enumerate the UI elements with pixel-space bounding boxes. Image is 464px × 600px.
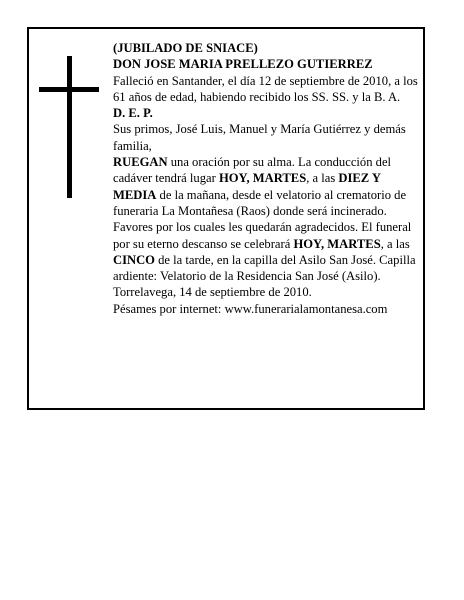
notice-text [113,40,423,317]
request-text-2: , a las [306,171,339,186]
death-statement: Falleció en Santander, el día 12 de septiembre de 2010, a los 61 años de edad, habiendo recibido los SS. SS. y la B. A. [113,73,418,104]
diez-y-media: DIEZ Y MEDIA [113,171,381,202]
request-text-4: , a las [380,236,410,251]
family-line: Sus primos, José Luis, Manuel y María Gutiérrez y demás familia, [113,122,406,153]
deceased-name: DON JOSE MARIA PRELLEZO GUTIERREZ [113,57,373,72]
dep-line: D. E. P. [113,106,153,121]
place-date: Torrelavega, 14 de septiembre de 2010. [113,285,312,300]
condolences-line: Pésames por internet: www.funerarialamontanesa.com [113,301,388,316]
request-text-3: de la mañana, desde el velatorio al crematorio de funeraria La Montañesa (Raos) donde será incinerado. Favores por los cuales les quedarán agradecidos. El funeral por su eterno descanso se celebrará [113,187,412,251]
request-paragraph [113,154,423,284]
cross-icon [39,56,99,198]
cinco: CINCO [113,252,155,267]
header-line: (JUBILADO DE SNIACE) [113,41,258,55]
cross-horizontal-bar [39,87,99,92]
obituary-notice [27,27,425,410]
request-text-5: de la tarde, en la capilla del Asilo San José. Capilla ardiente: Velatorio de la Residencia San José (Asilo). [113,252,416,284]
ruegan-text: RUEGAN [113,155,168,170]
cross-vertical-bar [67,56,72,198]
hoy-martes-1: HOY, MARTES [218,171,307,186]
hoy-martes-2: HOY, MARTES [293,236,381,251]
request-text-1: una oración por su alma. La conducción del cadáver tendrá lugar [113,155,392,186]
